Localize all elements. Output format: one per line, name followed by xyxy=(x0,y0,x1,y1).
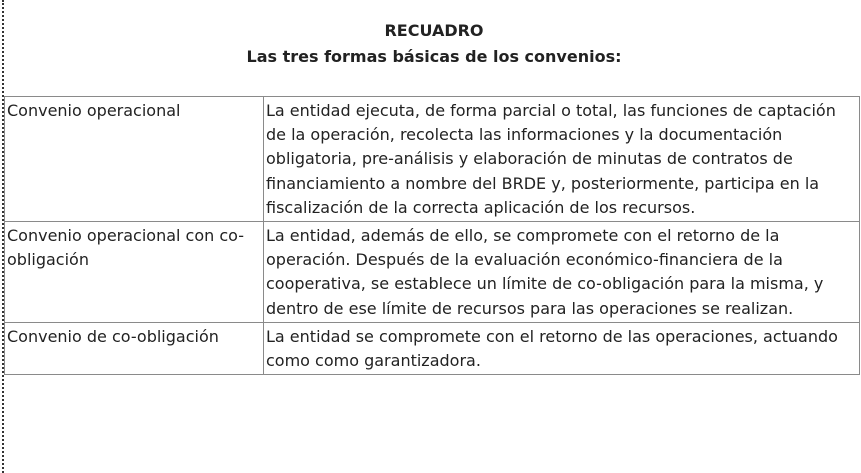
convenio-type-cell: Convenio operacional xyxy=(5,97,264,222)
convenios-table xyxy=(4,96,860,375)
convenio-type-cell: Convenio operacional con co-obligación xyxy=(5,222,264,323)
table-row xyxy=(5,222,860,323)
title-block xyxy=(0,18,861,70)
table-row xyxy=(5,97,860,222)
table-row xyxy=(5,322,860,374)
convenio-description-cell: La entidad, además de ello, se compromete con el retorno de la operación. Después de la evaluación económico-financiera de la cooperativa, se establece un límite de co-obligación para la misma, y dentro de ese límite de recursos para las operaciones se realizan. xyxy=(264,222,860,323)
convenio-description-cell: La entidad se compromete con el retorno de las operaciones, actuando como como garantizadora. xyxy=(264,322,860,374)
page-title: RECUADRO xyxy=(384,21,484,40)
page-subtitle: Las tres formas básicas de los convenios: xyxy=(246,47,622,66)
convenio-description-cell: La entidad ejecuta, de forma parcial o total, las funciones de captación de la operación, recolecta las informaciones y la documentación obligatoria, pre-análisis y elaboración de minutas de contratos de financiamiento a nombre del BRDE y, posteriormente, participa en la fiscalización de la correcta aplicación de los recursos. xyxy=(264,97,860,222)
convenio-type-cell: Convenio de co-obligación xyxy=(5,322,264,374)
